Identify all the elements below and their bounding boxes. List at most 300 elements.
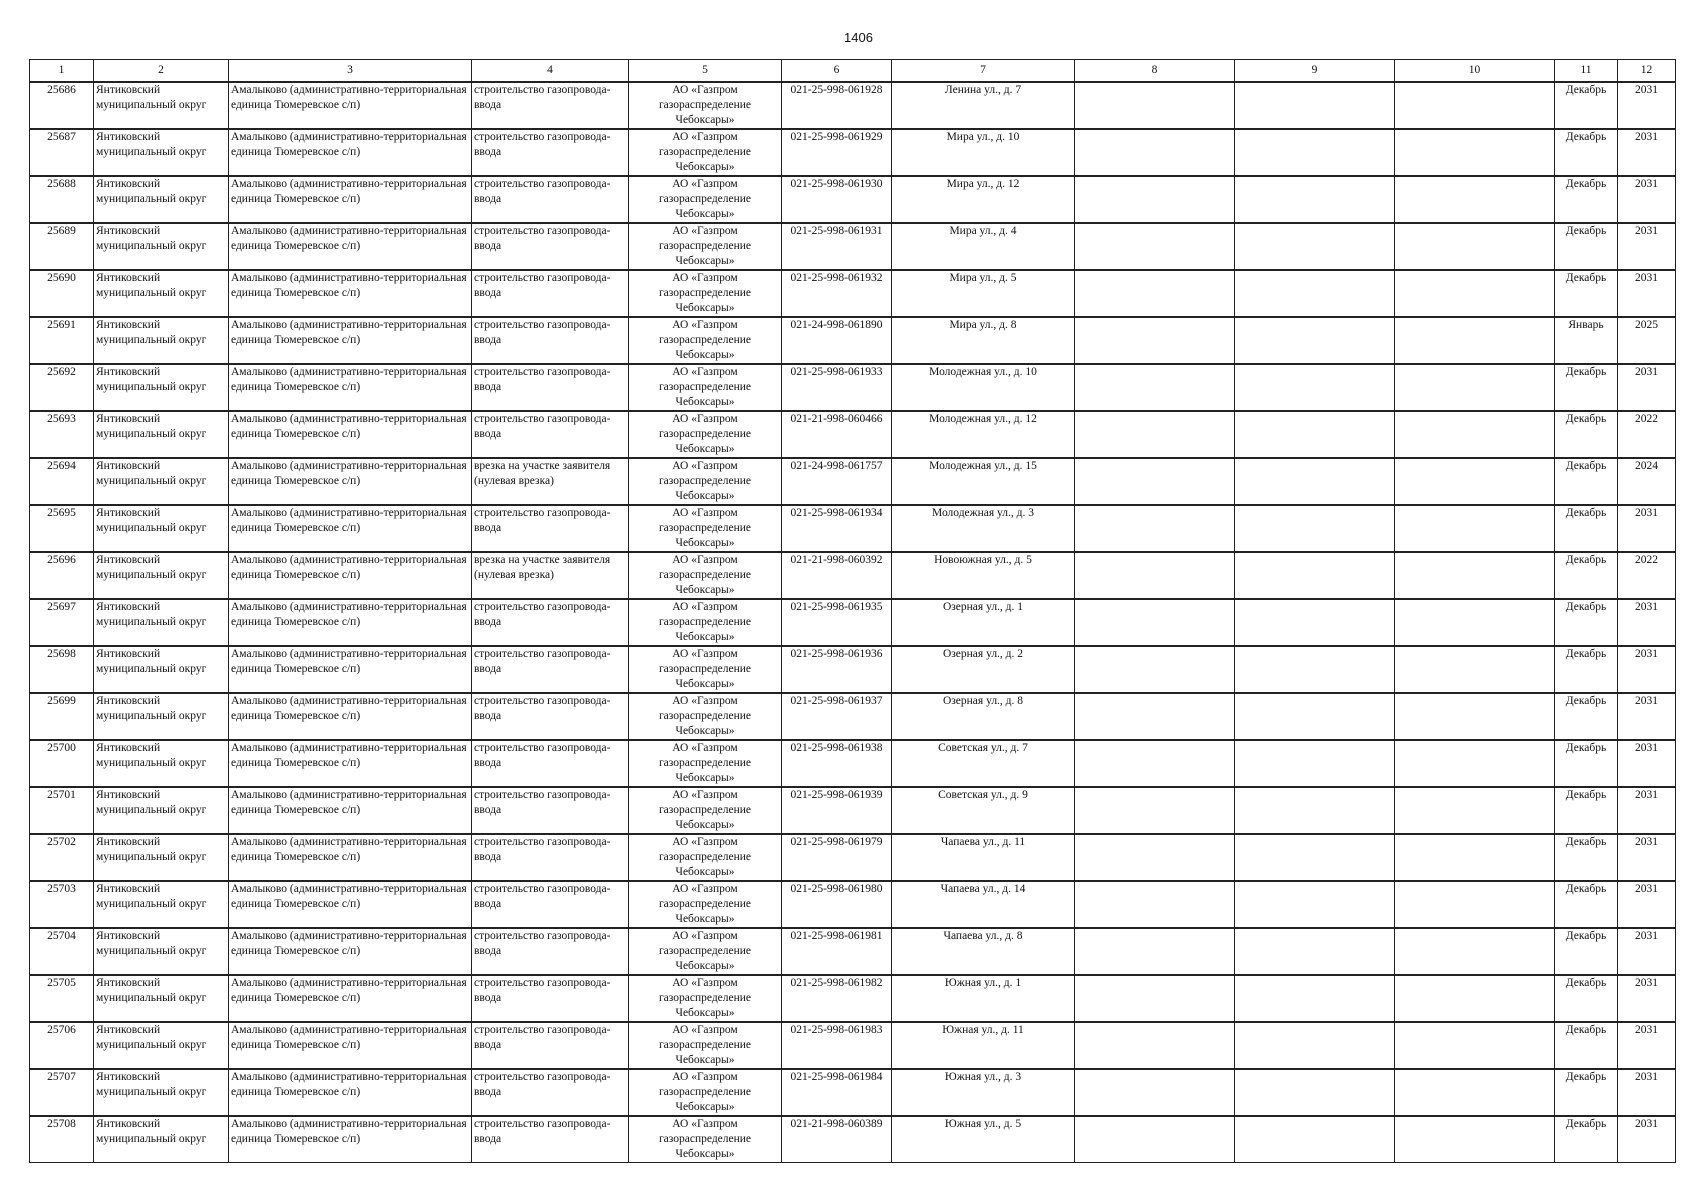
empty-cell: [1075, 411, 1235, 458]
table-row: [30, 975, 1676, 1022]
month-cell: Январь: [1555, 317, 1618, 364]
settlement-cell: Амалыково (административно-территориальная единица Тюмеревское с/п): [229, 270, 472, 317]
object-code-cell: 021-25-998-061932: [782, 270, 892, 317]
empty-cell: [1075, 1116, 1235, 1163]
row-number: 25699: [30, 693, 94, 740]
table-row: [30, 1022, 1676, 1069]
table-row: [30, 129, 1676, 176]
table-row: [30, 834, 1676, 881]
empty-cell: [1235, 834, 1395, 881]
year-cell: 2031: [1618, 693, 1676, 740]
empty-cell: [1395, 1116, 1555, 1163]
operator-cell: АО «Газпром газораспределение Чебоксары»: [629, 599, 782, 646]
empty-cell: [1395, 176, 1555, 223]
empty-cell: [1235, 787, 1395, 834]
row-number: 25689: [30, 223, 94, 270]
district-cell: Янтиковский муниципальный округ: [94, 928, 229, 975]
empty-cell: [1235, 129, 1395, 176]
empty-cell: [1235, 1116, 1395, 1163]
object-code-cell: 021-25-998-061935: [782, 599, 892, 646]
month-cell: Декабрь: [1555, 928, 1618, 975]
year-cell: 2031: [1618, 646, 1676, 693]
row-number: 25691: [30, 317, 94, 364]
operator-cell: АО «Газпром газораспределение Чебоксары»: [629, 552, 782, 599]
empty-cell: [1395, 1069, 1555, 1116]
operator-cell: АО «Газпром газораспределение Чебоксары»: [629, 1116, 782, 1163]
year-cell: 2031: [1618, 787, 1676, 834]
empty-cell: [1235, 975, 1395, 1022]
table-row: [30, 317, 1676, 364]
empty-cell: [1075, 881, 1235, 928]
district-cell: Янтиковский муниципальный округ: [94, 82, 229, 129]
table-row: [30, 693, 1676, 740]
empty-cell: [1075, 129, 1235, 176]
month-cell: Декабрь: [1555, 740, 1618, 787]
district-cell: Янтиковский муниципальный округ: [94, 176, 229, 223]
year-cell: 2031: [1618, 129, 1676, 176]
row-number: 25708: [30, 1116, 94, 1163]
year-cell: 2031: [1618, 82, 1676, 129]
empty-cell: [1395, 740, 1555, 787]
month-cell: Декабрь: [1555, 458, 1618, 505]
row-number: 25696: [30, 552, 94, 599]
empty-cell: [1235, 458, 1395, 505]
column-number-row: [30, 60, 1676, 83]
column-header: 9: [1235, 60, 1395, 83]
empty-cell: [1235, 82, 1395, 129]
address-cell: Южная ул., д. 5: [892, 1116, 1075, 1163]
operator-cell: АО «Газпром газораспределение Чебоксары»: [629, 881, 782, 928]
table-row: [30, 223, 1676, 270]
address-cell: Озерная ул., д. 8: [892, 693, 1075, 740]
empty-cell: [1075, 787, 1235, 834]
settlement-cell: Амалыково (административно-территориальная единица Тюмеревское с/п): [229, 129, 472, 176]
object-code-cell: 021-25-998-061939: [782, 787, 892, 834]
object-code-cell: 021-21-998-060392: [782, 552, 892, 599]
operator-cell: АО «Газпром газораспределение Чебоксары»: [629, 1022, 782, 1069]
district-cell: Янтиковский муниципальный округ: [94, 881, 229, 928]
year-cell: 2031: [1618, 364, 1676, 411]
operator-cell: АО «Газпром газораспределение Чебоксары»: [629, 411, 782, 458]
work-type-cell: строительство газопровода-ввода: [472, 928, 629, 975]
district-cell: Янтиковский муниципальный округ: [94, 505, 229, 552]
column-header: 5: [629, 60, 782, 83]
empty-cell: [1075, 82, 1235, 129]
work-type-cell: строительство газопровода-ввода: [472, 787, 629, 834]
object-code-cell: 021-25-998-061933: [782, 364, 892, 411]
object-code-cell: 021-25-998-061934: [782, 505, 892, 552]
table-row: [30, 82, 1676, 129]
object-code-cell: 021-25-998-061936: [782, 646, 892, 693]
empty-cell: [1395, 364, 1555, 411]
settlement-cell: Амалыково (административно-территориальная единица Тюмеревское с/п): [229, 787, 472, 834]
page-number: 1406: [844, 30, 873, 45]
work-type-cell: строительство газопровода-ввода: [472, 740, 629, 787]
address-cell: Мира ул., д. 12: [892, 176, 1075, 223]
empty-cell: [1395, 458, 1555, 505]
row-number: 25705: [30, 975, 94, 1022]
address-cell: Мира ул., д. 8: [892, 317, 1075, 364]
address-cell: Озерная ул., д. 2: [892, 646, 1075, 693]
address-cell: Советская ул., д. 9: [892, 787, 1075, 834]
empty-cell: [1235, 317, 1395, 364]
operator-cell: АО «Газпром газораспределение Чебоксары»: [629, 82, 782, 129]
empty-cell: [1395, 975, 1555, 1022]
empty-cell: [1075, 1069, 1235, 1116]
table-row: [30, 458, 1676, 505]
empty-cell: [1235, 223, 1395, 270]
empty-cell: [1395, 82, 1555, 129]
column-header: 2: [94, 60, 229, 83]
object-code-cell: 021-24-998-061757: [782, 458, 892, 505]
work-type-cell: строительство газопровода-ввода: [472, 599, 629, 646]
object-code-cell: 021-25-998-061937: [782, 693, 892, 740]
operator-cell: АО «Газпром газораспределение Чебоксары»: [629, 364, 782, 411]
empty-cell: [1235, 646, 1395, 693]
row-number: 25692: [30, 364, 94, 411]
empty-cell: [1395, 834, 1555, 881]
object-code-cell: 021-25-998-061928: [782, 82, 892, 129]
empty-cell: [1075, 552, 1235, 599]
gasification-table: [29, 59, 1676, 1163]
object-code-cell: 021-25-998-061984: [782, 1069, 892, 1116]
district-cell: Янтиковский муниципальный округ: [94, 223, 229, 270]
month-cell: Декабрь: [1555, 82, 1618, 129]
year-cell: 2031: [1618, 505, 1676, 552]
settlement-cell: Амалыково (административно-территориальная единица Тюмеревское с/п): [229, 740, 472, 787]
work-type-cell: врезка на участке заявителя (нулевая врезка): [472, 458, 629, 505]
operator-cell: АО «Газпром газораспределение Чебоксары»: [629, 646, 782, 693]
object-code-cell: 021-25-998-061930: [782, 176, 892, 223]
row-number: 25703: [30, 881, 94, 928]
row-number: 25686: [30, 82, 94, 129]
district-cell: Янтиковский муниципальный округ: [94, 364, 229, 411]
empty-cell: [1235, 928, 1395, 975]
empty-cell: [1395, 129, 1555, 176]
empty-cell: [1235, 881, 1395, 928]
table-row: [30, 1116, 1676, 1163]
object-code-cell: 021-25-998-061983: [782, 1022, 892, 1069]
month-cell: Декабрь: [1555, 364, 1618, 411]
object-code-cell: 021-21-998-060466: [782, 411, 892, 458]
month-cell: Декабрь: [1555, 411, 1618, 458]
operator-cell: АО «Газпром газораспределение Чебоксары»: [629, 787, 782, 834]
district-cell: Янтиковский муниципальный округ: [94, 975, 229, 1022]
month-cell: Декабрь: [1555, 552, 1618, 599]
work-type-cell: строительство газопровода-ввода: [472, 129, 629, 176]
empty-cell: [1235, 599, 1395, 646]
empty-cell: [1075, 834, 1235, 881]
empty-cell: [1395, 552, 1555, 599]
address-cell: Ленина ул., д. 7: [892, 82, 1075, 129]
year-cell: 2022: [1618, 552, 1676, 599]
column-header: 6: [782, 60, 892, 83]
address-cell: Южная ул., д. 1: [892, 975, 1075, 1022]
work-type-cell: строительство газопровода-ввода: [472, 82, 629, 129]
row-number: 25701: [30, 787, 94, 834]
table-row: [30, 646, 1676, 693]
year-cell: 2031: [1618, 740, 1676, 787]
year-cell: 2031: [1618, 176, 1676, 223]
row-number: 25704: [30, 928, 94, 975]
row-number: 25693: [30, 411, 94, 458]
empty-cell: [1075, 364, 1235, 411]
district-cell: Янтиковский муниципальный округ: [94, 693, 229, 740]
year-cell: 2031: [1618, 928, 1676, 975]
empty-cell: [1395, 599, 1555, 646]
operator-cell: АО «Газпром газораспределение Чебоксары»: [629, 458, 782, 505]
row-number: 25702: [30, 834, 94, 881]
district-cell: Янтиковский муниципальный округ: [94, 1069, 229, 1116]
work-type-cell: врезка на участке заявителя (нулевая врезка): [472, 552, 629, 599]
empty-cell: [1395, 505, 1555, 552]
row-number: 25706: [30, 1022, 94, 1069]
year-cell: 2031: [1618, 881, 1676, 928]
month-cell: Декабрь: [1555, 176, 1618, 223]
row-number: 25694: [30, 458, 94, 505]
month-cell: Декабрь: [1555, 693, 1618, 740]
district-cell: Янтиковский муниципальный округ: [94, 270, 229, 317]
column-header: 4: [472, 60, 629, 83]
column-header: 3: [229, 60, 472, 83]
month-cell: Декабрь: [1555, 1116, 1618, 1163]
year-cell: 2031: [1618, 599, 1676, 646]
settlement-cell: Амалыково (административно-территориальная единица Тюмеревское с/п): [229, 928, 472, 975]
empty-cell: [1235, 740, 1395, 787]
empty-cell: [1395, 317, 1555, 364]
empty-cell: [1075, 505, 1235, 552]
table-row: [30, 505, 1676, 552]
month-cell: Декабрь: [1555, 223, 1618, 270]
empty-cell: [1075, 693, 1235, 740]
object-code-cell: 021-25-998-061931: [782, 223, 892, 270]
table-row: [30, 411, 1676, 458]
year-cell: 2031: [1618, 270, 1676, 317]
settlement-cell: Амалыково (административно-территориальная единица Тюмеревское с/п): [229, 223, 472, 270]
table-row: [30, 599, 1676, 646]
operator-cell: АО «Газпром газораспределение Чебоксары»: [629, 129, 782, 176]
month-cell: Декабрь: [1555, 599, 1618, 646]
empty-cell: [1235, 270, 1395, 317]
row-number: 25690: [30, 270, 94, 317]
month-cell: Декабрь: [1555, 975, 1618, 1022]
empty-cell: [1075, 646, 1235, 693]
empty-cell: [1075, 740, 1235, 787]
settlement-cell: Амалыково (административно-территориальная единица Тюмеревское с/п): [229, 364, 472, 411]
empty-cell: [1395, 928, 1555, 975]
table-body: [30, 82, 1676, 1163]
table-row: [30, 740, 1676, 787]
work-type-cell: строительство газопровода-ввода: [472, 364, 629, 411]
address-cell: Молодежная ул., д. 3: [892, 505, 1075, 552]
settlement-cell: Амалыково (административно-территориальная единица Тюмеревское с/п): [229, 317, 472, 364]
district-cell: Янтиковский муниципальный округ: [94, 1116, 229, 1163]
operator-cell: АО «Газпром газораспределение Чебоксары»: [629, 693, 782, 740]
row-number: 25700: [30, 740, 94, 787]
empty-cell: [1075, 317, 1235, 364]
column-header: 7: [892, 60, 1075, 83]
settlement-cell: Амалыково (административно-территориальная единица Тюмеревское с/п): [229, 82, 472, 129]
year-cell: 2031: [1618, 834, 1676, 881]
settlement-cell: Амалыково (административно-территориальная единица Тюмеревское с/п): [229, 176, 472, 223]
district-cell: Янтиковский муниципальный округ: [94, 787, 229, 834]
work-type-cell: строительство газопровода-ввода: [472, 176, 629, 223]
table-row: [30, 270, 1676, 317]
month-cell: Декабрь: [1555, 881, 1618, 928]
table-row: [30, 787, 1676, 834]
row-number: 25687: [30, 129, 94, 176]
empty-cell: [1075, 599, 1235, 646]
address-cell: Чапаева ул., д. 11: [892, 834, 1075, 881]
empty-cell: [1395, 411, 1555, 458]
table-row: [30, 176, 1676, 223]
district-cell: Янтиковский муниципальный округ: [94, 317, 229, 364]
column-header: 10: [1395, 60, 1555, 83]
settlement-cell: Амалыково (административно-территориальная единица Тюмеревское с/п): [229, 1022, 472, 1069]
row-number: 25698: [30, 646, 94, 693]
empty-cell: [1075, 176, 1235, 223]
district-cell: Янтиковский муниципальный округ: [94, 1022, 229, 1069]
table-row: [30, 1069, 1676, 1116]
object-code-cell: 021-25-998-061938: [782, 740, 892, 787]
year-cell: 2031: [1618, 1069, 1676, 1116]
work-type-cell: строительство газопровода-ввода: [472, 270, 629, 317]
table-row: [30, 552, 1676, 599]
settlement-cell: Амалыково (административно-территориальная единица Тюмеревское с/п): [229, 693, 472, 740]
settlement-cell: Амалыково (административно-территориальная единица Тюмеревское с/п): [229, 1116, 472, 1163]
year-cell: 2022: [1618, 411, 1676, 458]
work-type-cell: строительство газопровода-ввода: [472, 834, 629, 881]
district-cell: Янтиковский муниципальный округ: [94, 129, 229, 176]
operator-cell: АО «Газпром газораспределение Чебоксары»: [629, 975, 782, 1022]
work-type-cell: строительство газопровода-ввода: [472, 1069, 629, 1116]
address-cell: Чапаева ул., д. 8: [892, 928, 1075, 975]
year-cell: 2031: [1618, 975, 1676, 1022]
settlement-cell: Амалыково (административно-территориальная единица Тюмеревское с/п): [229, 458, 472, 505]
district-cell: Янтиковский муниципальный округ: [94, 646, 229, 693]
work-type-cell: строительство газопровода-ввода: [472, 881, 629, 928]
settlement-cell: Амалыково (административно-территориальная единица Тюмеревское с/п): [229, 505, 472, 552]
empty-cell: [1075, 975, 1235, 1022]
year-cell: 2031: [1618, 1116, 1676, 1163]
table-row: [30, 364, 1676, 411]
work-type-cell: строительство газопровода-ввода: [472, 317, 629, 364]
work-type-cell: строительство газопровода-ввода: [472, 1022, 629, 1069]
operator-cell: АО «Газпром газораспределение Чебоксары»: [629, 176, 782, 223]
year-cell: 2025: [1618, 317, 1676, 364]
work-type-cell: строительство газопровода-ввода: [472, 1116, 629, 1163]
year-cell: 2031: [1618, 1022, 1676, 1069]
work-type-cell: строительство газопровода-ввода: [472, 411, 629, 458]
district-cell: Янтиковский муниципальный округ: [94, 599, 229, 646]
column-header: 12: [1618, 60, 1676, 83]
settlement-cell: Амалыково (административно-территориальная единица Тюмеревское с/п): [229, 411, 472, 458]
address-cell: Молодежная ул., д. 10: [892, 364, 1075, 411]
empty-cell: [1075, 928, 1235, 975]
row-number: 25688: [30, 176, 94, 223]
address-cell: Молодежная ул., д. 15: [892, 458, 1075, 505]
address-cell: Мира ул., д. 10: [892, 129, 1075, 176]
object-code-cell: 021-25-998-061929: [782, 129, 892, 176]
address-cell: Новоюжная ул., д. 5: [892, 552, 1075, 599]
settlement-cell: Амалыково (административно-территориальная единица Тюмеревское с/п): [229, 646, 472, 693]
year-cell: 2031: [1618, 223, 1676, 270]
year-cell: 2024: [1618, 458, 1676, 505]
empty-cell: [1395, 787, 1555, 834]
operator-cell: АО «Газпром газораспределение Чебоксары»: [629, 223, 782, 270]
district-cell: Янтиковский муниципальный округ: [94, 740, 229, 787]
object-code-cell: 021-25-998-061979: [782, 834, 892, 881]
object-code-cell: 021-24-998-061890: [782, 317, 892, 364]
object-code-cell: 021-21-998-060389: [782, 1116, 892, 1163]
empty-cell: [1235, 364, 1395, 411]
operator-cell: АО «Газпром газораспределение Чебоксары»: [629, 505, 782, 552]
month-cell: Декабрь: [1555, 1022, 1618, 1069]
settlement-cell: Амалыково (административно-территориальная единица Тюмеревское с/п): [229, 599, 472, 646]
empty-cell: [1395, 270, 1555, 317]
row-number: 25707: [30, 1069, 94, 1116]
month-cell: Декабрь: [1555, 787, 1618, 834]
month-cell: Декабрь: [1555, 129, 1618, 176]
empty-cell: [1235, 693, 1395, 740]
address-cell: Советская ул., д. 7: [892, 740, 1075, 787]
work-type-cell: строительство газопровода-ввода: [472, 693, 629, 740]
settlement-cell: Амалыково (административно-территориальная единица Тюмеревское с/п): [229, 834, 472, 881]
operator-cell: АО «Газпром газораспределение Чебоксары»: [629, 834, 782, 881]
empty-cell: [1235, 176, 1395, 223]
empty-cell: [1235, 1069, 1395, 1116]
work-type-cell: строительство газопровода-ввода: [472, 505, 629, 552]
operator-cell: АО «Газпром газораспределение Чебоксары»: [629, 740, 782, 787]
table-row: [30, 928, 1676, 975]
month-cell: Декабрь: [1555, 834, 1618, 881]
row-number: 25695: [30, 505, 94, 552]
empty-cell: [1235, 411, 1395, 458]
settlement-cell: Амалыково (административно-территориальная единица Тюмеревское с/п): [229, 552, 472, 599]
object-code-cell: 021-25-998-061981: [782, 928, 892, 975]
column-header: 1: [30, 60, 94, 83]
operator-cell: АО «Газпром газораспределение Чебоксары»: [629, 270, 782, 317]
district-cell: Янтиковский муниципальный округ: [94, 411, 229, 458]
empty-cell: [1395, 881, 1555, 928]
month-cell: Декабрь: [1555, 646, 1618, 693]
empty-cell: [1235, 505, 1395, 552]
address-cell: Мира ул., д. 5: [892, 270, 1075, 317]
operator-cell: АО «Газпром газораспределение Чебоксары»: [629, 1069, 782, 1116]
address-cell: Мира ул., д. 4: [892, 223, 1075, 270]
work-type-cell: строительство газопровода-ввода: [472, 975, 629, 1022]
month-cell: Декабрь: [1555, 505, 1618, 552]
empty-cell: [1395, 693, 1555, 740]
table-row: [30, 881, 1676, 928]
empty-cell: [1235, 552, 1395, 599]
column-header: 11: [1555, 60, 1618, 83]
object-code-cell: 021-25-998-061982: [782, 975, 892, 1022]
address-cell: Молодежная ул., д. 12: [892, 411, 1075, 458]
work-type-cell: строительство газопровода-ввода: [472, 223, 629, 270]
operator-cell: АО «Газпром газораспределение Чебоксары»: [629, 317, 782, 364]
empty-cell: [1075, 458, 1235, 505]
empty-cell: [1395, 223, 1555, 270]
district-cell: Янтиковский муниципальный округ: [94, 834, 229, 881]
month-cell: Декабрь: [1555, 1069, 1618, 1116]
object-code-cell: 021-25-998-061980: [782, 881, 892, 928]
settlement-cell: Амалыково (административно-территориальная единица Тюмеревское с/п): [229, 975, 472, 1022]
empty-cell: [1075, 1022, 1235, 1069]
empty-cell: [1395, 646, 1555, 693]
empty-cell: [1075, 223, 1235, 270]
row-number: 25697: [30, 599, 94, 646]
